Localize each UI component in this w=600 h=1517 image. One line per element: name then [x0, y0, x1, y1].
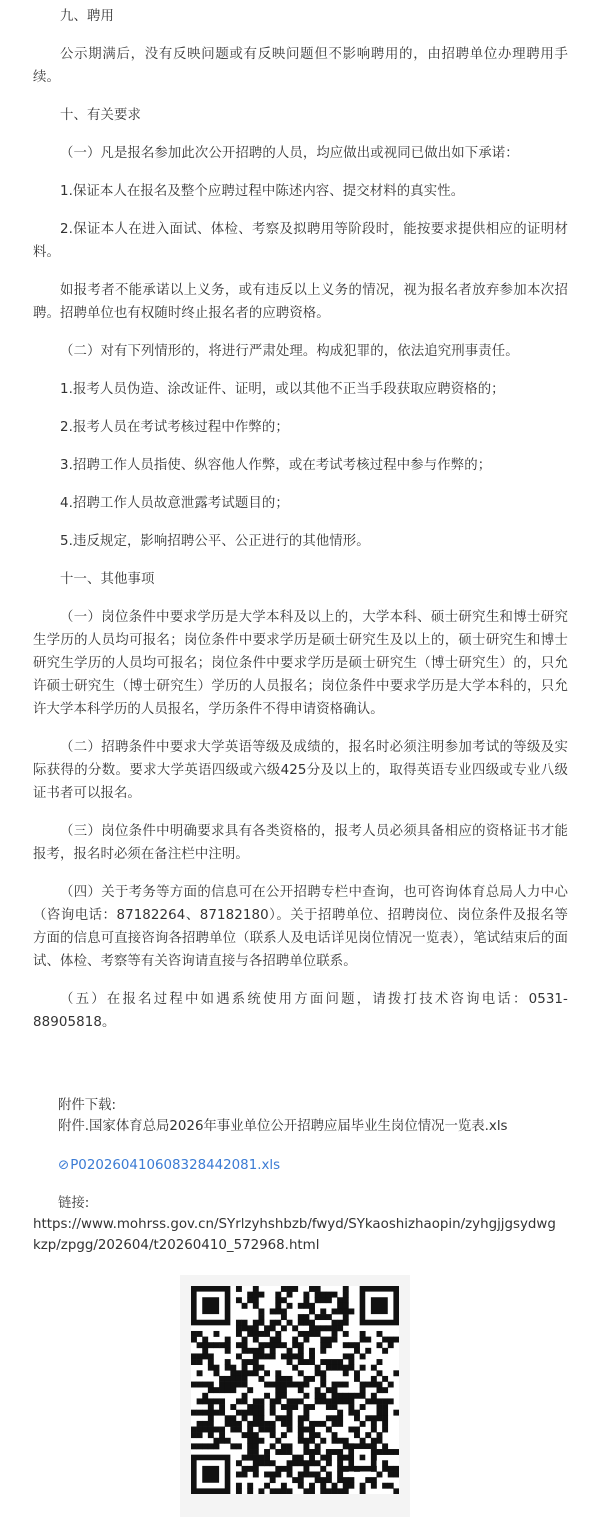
link-label: 链接:: [58, 1196, 90, 1211]
paragraph: 2.保证本人在进入面试、体检、考察及拟聘用等阶段时，能按要求提供相应的证明材料。: [33, 222, 568, 260]
paragraph: （三）岗位条件中明确要求具有各类资格的，报考人员必须具备相应的资格证书才能报考，报名时必须在备注栏中注明。: [33, 824, 568, 862]
paragraph: （二）招聘条件中要求大学英语等级及成绩的，报名时必须注明参加考试的等级及实际获得的分数。要求大学英语四级或六级425分及以上的，取得英语专业四级或专业八级证书者可以报名。: [33, 740, 568, 801]
paragraph: （五）在报名过程中如遇系统使用方面问题，请拨打技术咨询电话：0531-88905818。: [33, 992, 568, 1030]
paragraph: 1.保证本人在报名及整个应聘过程中陈述内容、提交材料的真实性。: [60, 184, 465, 199]
paragraph: 4.招聘工作人员故意泄露考试题目的；: [60, 496, 289, 511]
attachment-name: 附件.国家体育总局2026年事业单位公开招聘应届毕业生岗位情况一览表.xls: [58, 1119, 508, 1134]
paragraph: 如报考者不能承诺以上义务，或有违反以上义务的情况，视为报名者放弃参加本次招聘。招聘单位也有权随时终止报名者的应聘资格。: [33, 283, 568, 321]
paragraph: 5.违反规定，影响招聘公平、公正进行的其他情形。: [60, 534, 370, 549]
paragraph: （一）凡是报名参加此次公开招聘的人员，均应做出或视同已做出如下承诺：: [60, 146, 519, 161]
qr-code-icon: [191, 1286, 399, 1494]
section-heading: 十一、其他事项: [60, 572, 155, 587]
paragraph: （一）岗位条件中要求学历是大学本科及以上的，大学本科、硕士研究生和博士研究生学历的人员均可报名；岗位条件中要求学历是硕士研究生及以上的，硕士研究生和博士研究生学历的人员均可报名；岗位条件中要求学历是硕士研究生（博士研究生）的，只允许硕士研究生（博士研究生）学历的人员报名；岗位条件中要求学历是大学本科的，只允许大学本科学历的人员报名，学历条件不得申请资格确认。: [33, 610, 568, 717]
attachment-file-link[interactable]: [58, 1155, 280, 1176]
attachment-file-name: P020260410608328442081.xls: [70, 1158, 281, 1173]
paragraph: （二）对有下列情形的，将进行严肃处理。构成犯罪的，依法追究刑事责任。: [60, 344, 519, 359]
qr-code-container: [180, 1275, 410, 1517]
article-body: [33, 0, 568, 1049]
paragraph: 公示期满后，没有反映问题或有反映问题但不影响聘用的，由招聘单位办理聘用手续。: [33, 47, 568, 85]
attachment-label: 附件下载:: [58, 1098, 117, 1113]
section-heading: 九、聘用: [60, 9, 114, 24]
paragraph: 3.招聘工作人员指使、纵容他人作弊，或在考试考核过程中参与作弊的；: [60, 458, 492, 473]
paragraph: 1.报考人员伪造、涂改证件、证明，或以其他不正当手段获取应聘资格的；: [60, 382, 505, 397]
section-heading: 十、有关要求: [60, 108, 141, 123]
link-url[interactable]: https://www.mohrss.gov.cn/SYrlzyhshbzb/fwyd/SYkaoshizhaopin/zyhgjjgsydwgkzp/zpgg/202604/t20260410_572968.html: [33, 1217, 556, 1253]
paperclip-icon: ⊘: [58, 1158, 70, 1173]
paragraph: 2.报考人员在考试考核过程中作弊的；: [60, 420, 289, 435]
paragraph: （四）关于考务等方面的信息可在公开招聘专栏中查询，也可咨询体育总局人力中心（咨询电话：87182264、87182180）。关于招聘单位、招聘岗位、岗位条件及报名等方面的信息可直接咨询各招聘单位（联系人及电话详见岗位情况一览表），笔试结束后的面试、体检、考察等有关咨询请直接与各招聘单位联系。: [33, 885, 568, 969]
